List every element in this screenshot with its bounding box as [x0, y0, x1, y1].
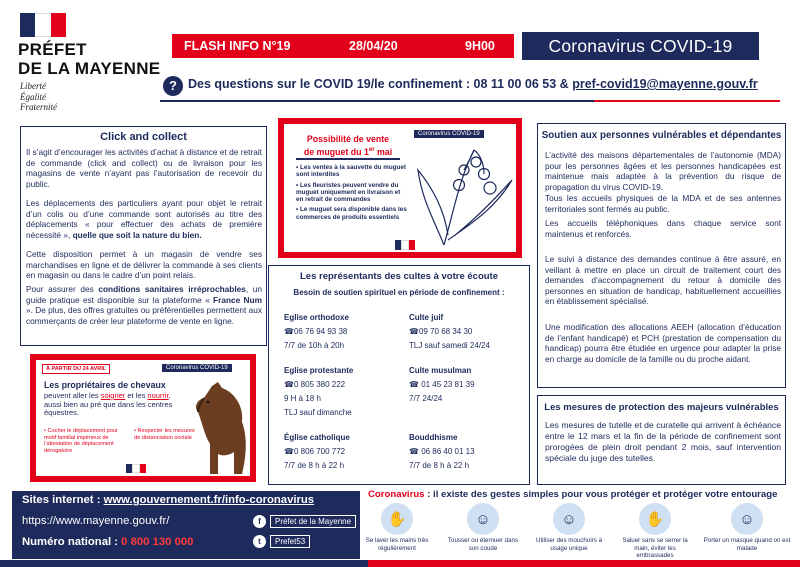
soutien-title: Soutien aux personnes vulnérables et dépendantes	[541, 130, 782, 141]
p4-bold-d: France Num	[213, 294, 262, 305]
header-divider	[160, 100, 780, 102]
muguet-item-1: • Les ventes à la sauvette du muguet sont interdites	[296, 164, 407, 179]
culte-name: Culte juif	[409, 313, 444, 322]
lily-of-the-valley-icon	[414, 140, 518, 248]
click-collect-paragraph-1: Il s’agit d’encourager les activités d’achat à distance et de retrait de commande (click and collect) ou de livraison pour les magasins de vente n’ayant pas l’autorisation de recevoir du public.	[26, 147, 262, 189]
horse-text-soigner: soigner	[100, 391, 126, 400]
p4-bold-a: conditions sanitaires irréprochables	[98, 284, 246, 294]
horse-title: Les propriétaires de chevaux	[44, 380, 166, 390]
question-icon: ?	[163, 76, 183, 96]
muguet-item-2-text: Les fleuristes peuvent vendre du muguet uniquement en livraison et en retrait de commandes	[296, 181, 401, 204]
mayenne-link[interactable]: https://www.mayenne.gouv.fr/	[22, 515, 170, 527]
motto-egalite: Égalité	[20, 91, 46, 102]
horse-flag-icon	[126, 464, 146, 473]
geste-no-handshake	[616, 503, 694, 560]
muguet-poster	[278, 118, 522, 258]
horse-rule-2: • Respecter les mesures de distanciation sociale	[134, 428, 195, 441]
muguet-item-3: • Le muguet sera disponible dans les commerces de produits essentiels	[296, 206, 407, 221]
culte-phone: ☎06 76 94 93 38	[284, 327, 348, 336]
site-line	[22, 494, 314, 506]
culte-phone: ☎0 805 380 222	[284, 380, 346, 389]
culte-hours: 9 H à 18 h	[284, 394, 321, 403]
culte-name: Eglise protestante	[284, 366, 354, 375]
horse-rule-2-text: Respecter les mesures de distanciation sociale	[134, 428, 195, 441]
facebook-link[interactable]	[253, 515, 356, 528]
culte-name: Église catholique	[284, 433, 350, 442]
flash-info-bar	[172, 34, 514, 58]
muguet-item-2: • Les fleuristes peuvent vendre du muguet uniquement en livraison et en retrait de commandes	[296, 181, 401, 204]
muguet-list	[296, 164, 408, 221]
culte-phone: ☎ 06 86 40 01 13	[409, 447, 475, 456]
muguet-item-3-text: Le muguet sera disponible dans les commerces de produits essentiels	[296, 206, 407, 221]
facebook-label: Préfet de la Mayenne	[270, 515, 356, 528]
horse-text-nourrir: nourrir	[147, 391, 169, 400]
geste-label: Saluer sans se serrer la main, éviter les embrassades	[622, 537, 688, 559]
soutien-paragraph-4: Le suivi à distance des demandes continue à être assuré, en veillant à mettre en place un circuit de traitement court des demandes d’accompagnement du retour à domicile des personnes en situation de handicap, habituellement accueillies en établissement spécialisé.	[545, 254, 781, 307]
prefet-line-2: DE LA MAYENNE	[18, 59, 161, 78]
horse-text-2: et les	[125, 391, 148, 400]
p4-text-e: ». De plus, des offres gratuites ou préférentielles permettent aux commerçants de créer leur plateforme de vente en ligne.	[26, 305, 262, 326]
horse-rule-1-text: Cocher le déplacement pour motif familial impérieux de l’attestation de déplacement dérogatoire	[44, 428, 118, 454]
flash-time: 9H00	[465, 39, 495, 53]
muguet-title-2: de muguet du 1	[303, 146, 369, 157]
muguet-title-sup: er	[368, 146, 375, 153]
culte-extra: TLJ sauf dimanche	[284, 408, 352, 417]
muguet-title	[298, 134, 398, 157]
gestes-title-a: Coronavirus	[368, 489, 425, 500]
click-collect-paragraph-3: Cette disposition permet à un magasin de vendre ses marchandises en ligne et de délivrer la commande à ses clients en magasin ou dans le cadre d’un point relais.	[26, 249, 262, 281]
horse-icon	[194, 382, 252, 476]
horse-rule-1: • Cocher le déplacement pour motif familial impérieux de l’attestation de déplacement dérogatoire	[44, 428, 118, 454]
muguet-title-1: Possibilité de vente	[306, 134, 390, 144]
click-collect-title: Click and collect	[100, 131, 187, 143]
twitter-icon: t	[253, 535, 266, 548]
p4-text-c: , un guide pratique est disponible sur la plateforme «	[26, 284, 263, 305]
culte-phone: ☎ 01 45 23 81 39	[409, 380, 475, 389]
flash-date: 28/04/20	[349, 39, 398, 53]
majeurs-text: Les mesures de tutelle et de curatelle qui arrivent à échéance entre le 12 mars et la fin de la période de confinement sont prorogées de plein droit pendant 2 mois, sauf intervention spéciale du juge des tutelles.	[545, 420, 781, 463]
mask-icon: ☺	[731, 503, 763, 535]
soutien-paragraph-2: Tous les accueils physiques de la MDA et de ses antennes territoriales sont fermés au public.	[545, 193, 781, 214]
gestes-title	[368, 489, 777, 500]
p4-text-a: Pour assurer des	[26, 284, 99, 294]
tissue-icon: ☺	[553, 503, 585, 535]
hand-wash-icon: ✋	[381, 503, 413, 535]
facebook-icon: f	[253, 515, 266, 528]
geste-label: Tousser ou éternuer dans son coude	[447, 537, 519, 552]
prefet-line-1: PRÉFET	[18, 40, 87, 59]
soutien-paragraph-1: L’activité des maisons départementales de l’autonomie (MDA) pour les personnes âgées et les personnes handicapées est maintenue mais adaptée à la prévention du risque de propagation du virus COVID-19.	[545, 150, 781, 192]
muguet-title-3: mai	[374, 146, 393, 157]
republic-flag-icon	[20, 13, 66, 37]
click-collect-paragraph-2	[26, 198, 262, 240]
numero-label: Numéro national :	[22, 536, 122, 548]
cultes-title: Les représentants des cultes à votre écoute	[300, 271, 498, 282]
cough-icon: ☺	[467, 503, 499, 535]
contact-email-link[interactable]: pref-covid19@mayenne.gouv.fr	[572, 77, 758, 91]
horse-text	[44, 392, 179, 418]
motto-fraternite: Fraternité	[20, 102, 57, 112]
horse-text-1: peuvent aller les	[44, 391, 101, 400]
geste-tissue	[530, 503, 608, 552]
gestes-title-b: : il existe des gestes simples pour vous protéger et protéger votre entourage	[424, 489, 778, 500]
geste-label: Porter un masque quand on est malade	[703, 537, 791, 552]
culte-phone: ☎0 806 700 772	[284, 447, 346, 456]
covid-title-box	[522, 32, 759, 60]
geste-mask	[702, 503, 792, 552]
twitter-label: Prefet53	[270, 535, 310, 548]
culte-hours: TLJ sauf samedi 24/24	[409, 341, 490, 350]
geste-wash-hands	[358, 503, 436, 552]
culte-name: Eglise orthodoxe	[284, 313, 349, 322]
prefecture-title	[18, 40, 160, 78]
click-collect-paragraph-4	[26, 284, 262, 326]
geste-label: Se laver les mains très régulièrement	[365, 537, 429, 552]
culte-name: Culte musulman	[409, 366, 472, 375]
contact-line	[188, 77, 758, 91]
horse-poster	[30, 354, 256, 482]
culte-phone: ☎09 70 68 34 30	[409, 327, 473, 336]
horse-text-3: , aussi bien au pré que dans les centres équestres.	[44, 391, 173, 418]
majeurs-title: Les mesures de protection des majeurs vulnérables	[544, 402, 779, 413]
culte-name: Bouddhisme	[409, 433, 458, 442]
culte-hours: 7/7 de 8 h à 22 h	[284, 461, 345, 470]
geste-label: Utiliser des mouchoirs à usage unique	[535, 537, 603, 552]
twitter-link[interactable]	[253, 535, 310, 548]
motto-liberte: Liberté	[20, 81, 46, 91]
horse-badge: Coronavirus COVID-19	[162, 364, 232, 372]
soutien-paragraph-3: Les accueils téléphoniques dans chaque service sont maintenus et renforcés.	[545, 218, 781, 239]
geste-cough	[444, 503, 522, 552]
cultes-subtitle: Besoin de soutien spirituel en période de confinement :	[293, 288, 505, 297]
numero-line	[22, 536, 193, 548]
muguet-flag-icon	[395, 240, 415, 250]
bottom-color-strip	[0, 560, 800, 567]
flash-number: FLASH INFO N°19	[184, 39, 291, 53]
culte-hours: 7/7 de 10h à 20h	[284, 341, 345, 350]
p2-bold: quelle que soit la nature du bien.	[70, 229, 202, 240]
site-label: Sites internet :	[22, 494, 104, 506]
p2-text: Les déplacements des particuliers ayant pour objet le retrait d’un colis ou d’une commande sont autorisés au titre des déplacements « pour effectuer des achats de première nécessité »,	[26, 198, 262, 240]
republic-motto	[20, 81, 57, 113]
muguet-badge: Coronavirus COVID-19	[414, 130, 484, 138]
gouvernement-link[interactable]: www.gouvernement.fr/info-coronavirus	[103, 494, 315, 506]
horse-date-tag: À PARTIR DU 24 AVRIL	[42, 364, 110, 374]
contact-text: Des questions sur le COVID 19/le confinement : 08 11 00 06 53 &	[188, 77, 573, 91]
muguet-title-rule	[296, 158, 400, 160]
muguet-item-1-text: Les ventes à la sauvette du muguet sont interdites	[296, 164, 407, 179]
culte-hours: 7/7 24/24	[409, 394, 443, 403]
soutien-paragraph-5: Une modification des allocations AEEH (allocation d’éducation de l’enfant handicapé) et PCH (prestation de compensation du handicap) pourra être étudiée en urgence pour adapter la prise en charge au domicile de la famille ou du proche aidant.	[545, 322, 781, 364]
culte-hours: 7/7 de 8 h à 22 h	[409, 461, 470, 470]
covid-title: Coronavirus COVID-19	[548, 35, 733, 56]
numero-value[interactable]: 0 800 130 000	[121, 536, 194, 548]
no-handshake-icon: ✋	[639, 503, 671, 535]
